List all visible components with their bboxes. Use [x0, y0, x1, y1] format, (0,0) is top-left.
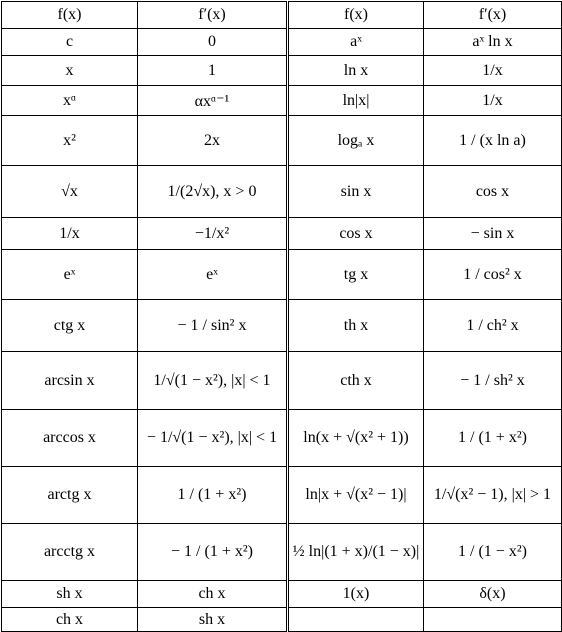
table-cell-col1: eˣ — [2, 250, 138, 300]
header-cell-col4: f′(x) — [424, 2, 562, 29]
table-cell-col2: − 1 / sin² x — [138, 300, 288, 352]
table-cell-col4: 1 / (1 + x²) — [424, 410, 562, 467]
table-row — [2, 166, 562, 218]
table-cell-col3: 1(x) — [288, 581, 424, 608]
table-cell-col1: sh x — [2, 581, 138, 608]
table-cell-col3: sin x — [288, 166, 424, 218]
table-cell-col4: 1 / ch² x — [424, 300, 562, 352]
table-cell-col3: ln(x + √(x² + 1)) — [288, 410, 424, 467]
table-cell-col2: sh x — [138, 608, 288, 632]
table-cell-col3: ln|x| — [288, 86, 424, 116]
table-row — [2, 56, 562, 86]
table-cell-col3: logₐ x — [288, 116, 424, 166]
table-row — [2, 410, 562, 467]
table-cell-col1: 1/x — [2, 218, 138, 250]
table-cell-col1: ch x — [2, 608, 138, 632]
table-cell-col4: 1/x — [424, 86, 562, 116]
table-cell-col1: arcsin x — [2, 352, 138, 410]
table-cell-col2: 1/√(1 − x²), |x| < 1 — [138, 352, 288, 410]
table-cell-col2: − 1 / (1 + x²) — [138, 524, 288, 581]
table-cell-col1: arcctg x — [2, 524, 138, 581]
header-cell-col1: f(x) — [2, 2, 138, 29]
header-row — [2, 2, 562, 29]
table-cell-col2: 1 — [138, 56, 288, 86]
table-row — [2, 467, 562, 524]
header-cell-col2: f′(x) — [138, 2, 288, 29]
table-row — [2, 300, 562, 352]
table-row — [2, 29, 562, 56]
table-cell-col2: 1/(2√x), x > 0 — [138, 166, 288, 218]
table-cell-col4: 1 / cos² x — [424, 250, 562, 300]
table-row — [2, 250, 562, 300]
table-cell-col2: ch x — [138, 581, 288, 608]
table-cell-col2: − 1/√(1 − x²), |x| < 1 — [138, 410, 288, 467]
table-cell-col1: c — [2, 29, 138, 56]
derivative-table — [1, 1, 562, 632]
table-cell-col4: cos x — [424, 166, 562, 218]
table-cell-col4: 1 / (1 − x²) — [424, 524, 562, 581]
table-cell-col3: cth x — [288, 352, 424, 410]
table-cell-col1: ctg x — [2, 300, 138, 352]
table-cell-col3: aˣ — [288, 29, 424, 56]
derivative-table-body — [2, 2, 562, 632]
table-cell-col1: √x — [2, 166, 138, 218]
table-cell-col4: δ(x) — [424, 581, 562, 608]
table-cell-col1: arccos x — [2, 410, 138, 467]
table-cell-col1: xᵅ — [2, 86, 138, 116]
table-cell-col3: th x — [288, 300, 424, 352]
table-cell-col2: −1/x² — [138, 218, 288, 250]
table-cell-col1: x² — [2, 116, 138, 166]
table-cell-col3: ln x — [288, 56, 424, 86]
table-cell-col1: arctg x — [2, 467, 138, 524]
table-row — [2, 352, 562, 410]
table-cell-col2: 1 / (1 + x²) — [138, 467, 288, 524]
table-row — [2, 116, 562, 166]
table-cell-col4: − sin x — [424, 218, 562, 250]
table-cell-col3: cos x — [288, 218, 424, 250]
table-cell-col3: ln|x + √(x² − 1)| — [288, 467, 424, 524]
table-row — [2, 581, 562, 608]
table-cell-col2: 0 — [138, 29, 288, 56]
table-cell-col4: aˣ ln x — [424, 29, 562, 56]
table-cell-col3: tg x — [288, 250, 424, 300]
table-cell-col4: 1/√(x² − 1), |x| > 1 — [424, 467, 562, 524]
table-cell-col4: − 1 / sh² x — [424, 352, 562, 410]
table-cell-col4: 1/x — [424, 56, 562, 86]
table-cell-col2: αxᵅ⁻¹ — [138, 86, 288, 116]
table-row — [2, 86, 562, 116]
table-cell-col4: 1 / (x ln a) — [424, 116, 562, 166]
table-row — [2, 218, 562, 250]
table-row — [2, 524, 562, 581]
table-cell-col1: x — [2, 56, 138, 86]
table-cell-col2: eˣ — [138, 250, 288, 300]
table-cell-col2: 2x — [138, 116, 288, 166]
header-cell-col3: f(x) — [288, 2, 424, 29]
table-cell-col3: ½ ln|(1 + x)/(1 − x)| — [288, 524, 424, 581]
